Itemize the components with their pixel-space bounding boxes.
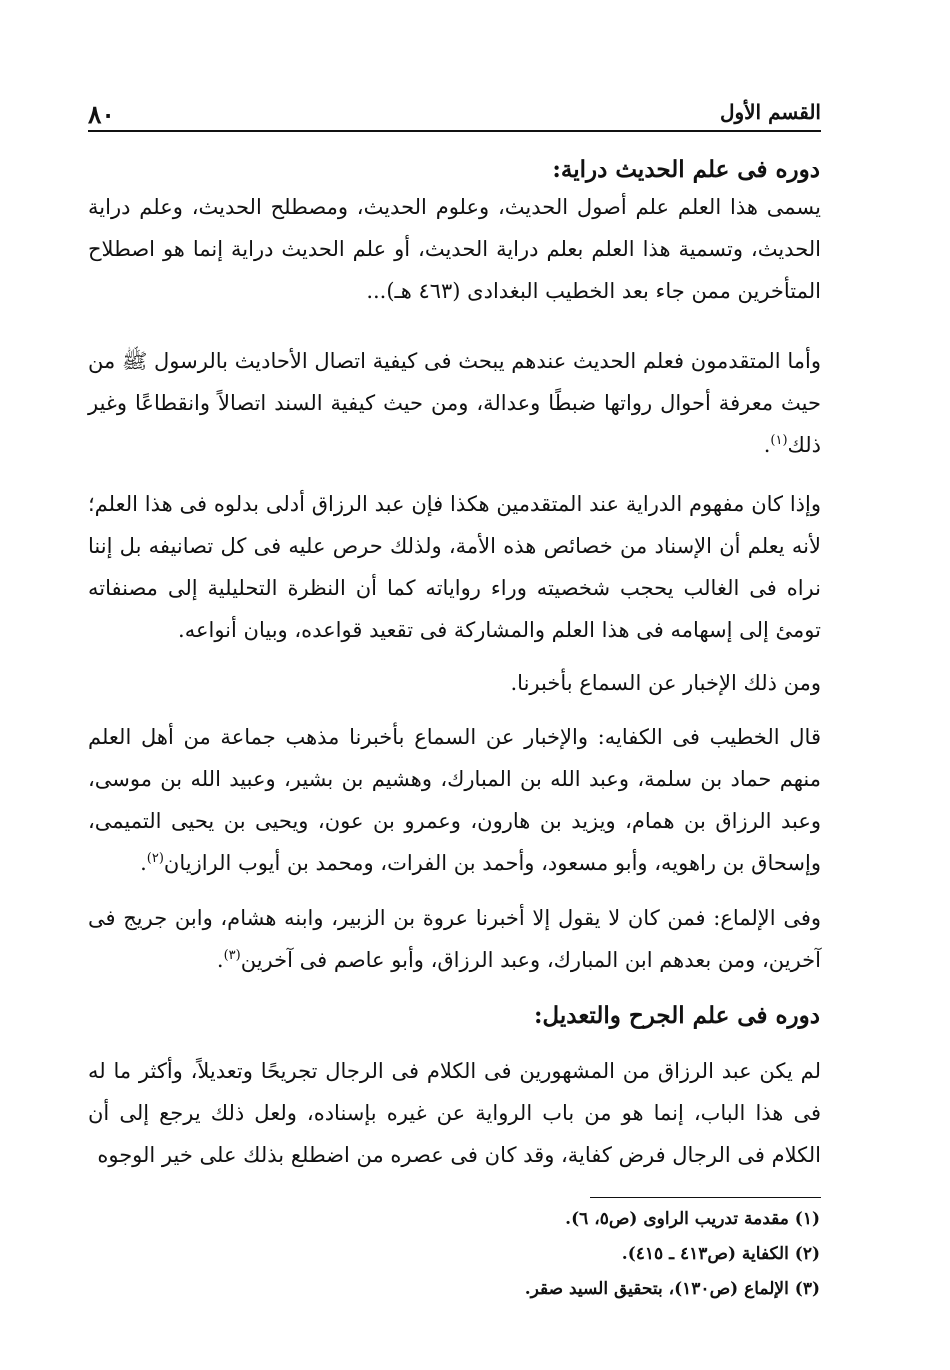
heading-hadith-dirayah: دوره فى علم الحديث دراية: (552, 156, 820, 183)
paragraph-5: قال الخطيب فى الكفايه: والإخبار عن السماع بأخبرنا مذهب جماعة من أهل العلم منهم حماد بن سلمة، وعبد الله بن المبارك، وهشيم بن بشير، وعبيد الله بن موسى، وعبد الرزاق بن همام، ويزيد بن هارون، وعمرو بن عون، ويحيى بن يحيى التميمى، وإسحاق بن راهويه، وأبو مسعود، وأحمد بن الفرات، ومحمد بن أيوب الرازيان$^{(٢)}$. (88, 725, 821, 875)
footnote-2: (٢) الكفاية (ص٤١٣ ـ ٤١٥). (621, 1244, 820, 1264)
footnote-divider (590, 1197, 821, 1198)
footnote-1: (١) مقدمة تدريب الراوى (ص٥، ٦). (565, 1209, 820, 1229)
footnote-ref-2: (٢) (146, 851, 164, 866)
paragraph-5-text: قال الخطيب فى الكفايه: والإخبار عن السماع بأخبرنا مذهب جماعة من أهل العلم منهم حماد بن سلمة، وعبد الله بن المبارك، وهشيم بن بشير، وعبيد الله بن موسى، وعبد الرزاق بن همام، ويزيد بن هارون، وعمرو بن عون، ويحيى بن يحيى التميمى، وإسحاق بن راهويه، وأبو مسعود، وأحمد بن الفرات، ومحمد بن أيوب الرازيان (88, 725, 821, 875)
paragraph-last: لم يكن عبد الرزاق من المشهورين فى الكلام فى الرجال تجريحًا وتعديلاً، وأكثر ما له فى هذا الباب، إنما هو من باب الرواية عن غيره بإسناده، ولعل ذلك يرجع إلى أن الكلام فى الرجال فرض كفاية، وقد كان فى عصره من اضطلع بذلك على خير الوجوه (88, 1059, 821, 1167)
heading-jarh-tadil: دوره فى علم الجرح والتعديل: (533, 1002, 820, 1029)
paragraph-2-text: وأما المتقدمون فعلم الحديث عندهم يبحث فى كيفية اتصال الأحاديث بالرسول ﷺ من حيث معرفة أحوال رواتها ضبطًا وعدالة، ومن حيث كيفية السند اتصالاً وانقطاعًا وغير ذلك (88, 349, 821, 457)
paragraph-3: وإذا كان مفهوم الدراية عند المتقدمين هكذا فإن عبد الرزاق أدلى بدلوه فى هذا العلم؛ لأنه يعلم أن الإسناد من خصائص هذه الأمة، ولذلك حرص عليه فى كل تصانيفه بل إننا نراه فى الغالب يحجب شخصيته وراء رواياته كما أن النظرة التحليلية إلى مصنفاته تومئ إلى إسهامه فى هذا العلم والمشاركة فى تقعيد قواعده، وبيان أنواعه. (88, 492, 821, 642)
paragraph-6: وفى الإلماع: فمن كان لا يقول إلا أخبرنا عروة بن الزبير، وابنه هشام، وابن جريج فى آخرين، ومن بعدهم ابن المبارك، وعبد الرزاق، وأبو عاصم فى آخرين$^{(٣)}$. (88, 906, 821, 972)
footnote-3: (٣) الإلماع (ص١٣٠)، بتحقيق السيد صقر. (524, 1279, 820, 1299)
paragraph-2: وأما المتقدمون فعلم الحديث عندهم يبحث فى كيفية اتصال الأحاديث بالرسول ﷺ من حيث معرفة أحوال رواتها ضبطًا وعدالة، ومن حيث كيفية السند اتصالاً وانقطاعًا وغير ذلك$^{(١)}$. (88, 349, 821, 457)
page-number: ٨٠ (88, 100, 115, 129)
footnote-ref-1: (١) (770, 433, 788, 448)
paragraph-4: ومن ذلك الإخبار عن السماع بأخبرنا. (510, 671, 821, 695)
page-header (88, 98, 821, 132)
paragraph-1: يسمى هذا العلم علم أصول الحديث، وعلوم الحديث، ومصطلح الحديث، وعلم دراية الحديث، وتسمية هذا العلم بعلم دراية الحديث، أو علم الحديث دراية إنما هو اصطلاح المتأخرين ممن جاء بعد الخطيب البغدادى (٤٦٣ هـ)... (88, 195, 821, 303)
paragraph-6-text: وفى الإلماع: فمن كان لا يقول إلا أخبرنا عروة بن الزبير، وابنه هشام، وابن جريج فى آخرين، ومن بعدهم ابن المبارك، وعبد الرزاق، وأبو عاصم فى آخرين (88, 906, 821, 972)
section-title: القسم الأول (719, 100, 821, 124)
footnote-ref-3: (٣) (223, 948, 241, 963)
